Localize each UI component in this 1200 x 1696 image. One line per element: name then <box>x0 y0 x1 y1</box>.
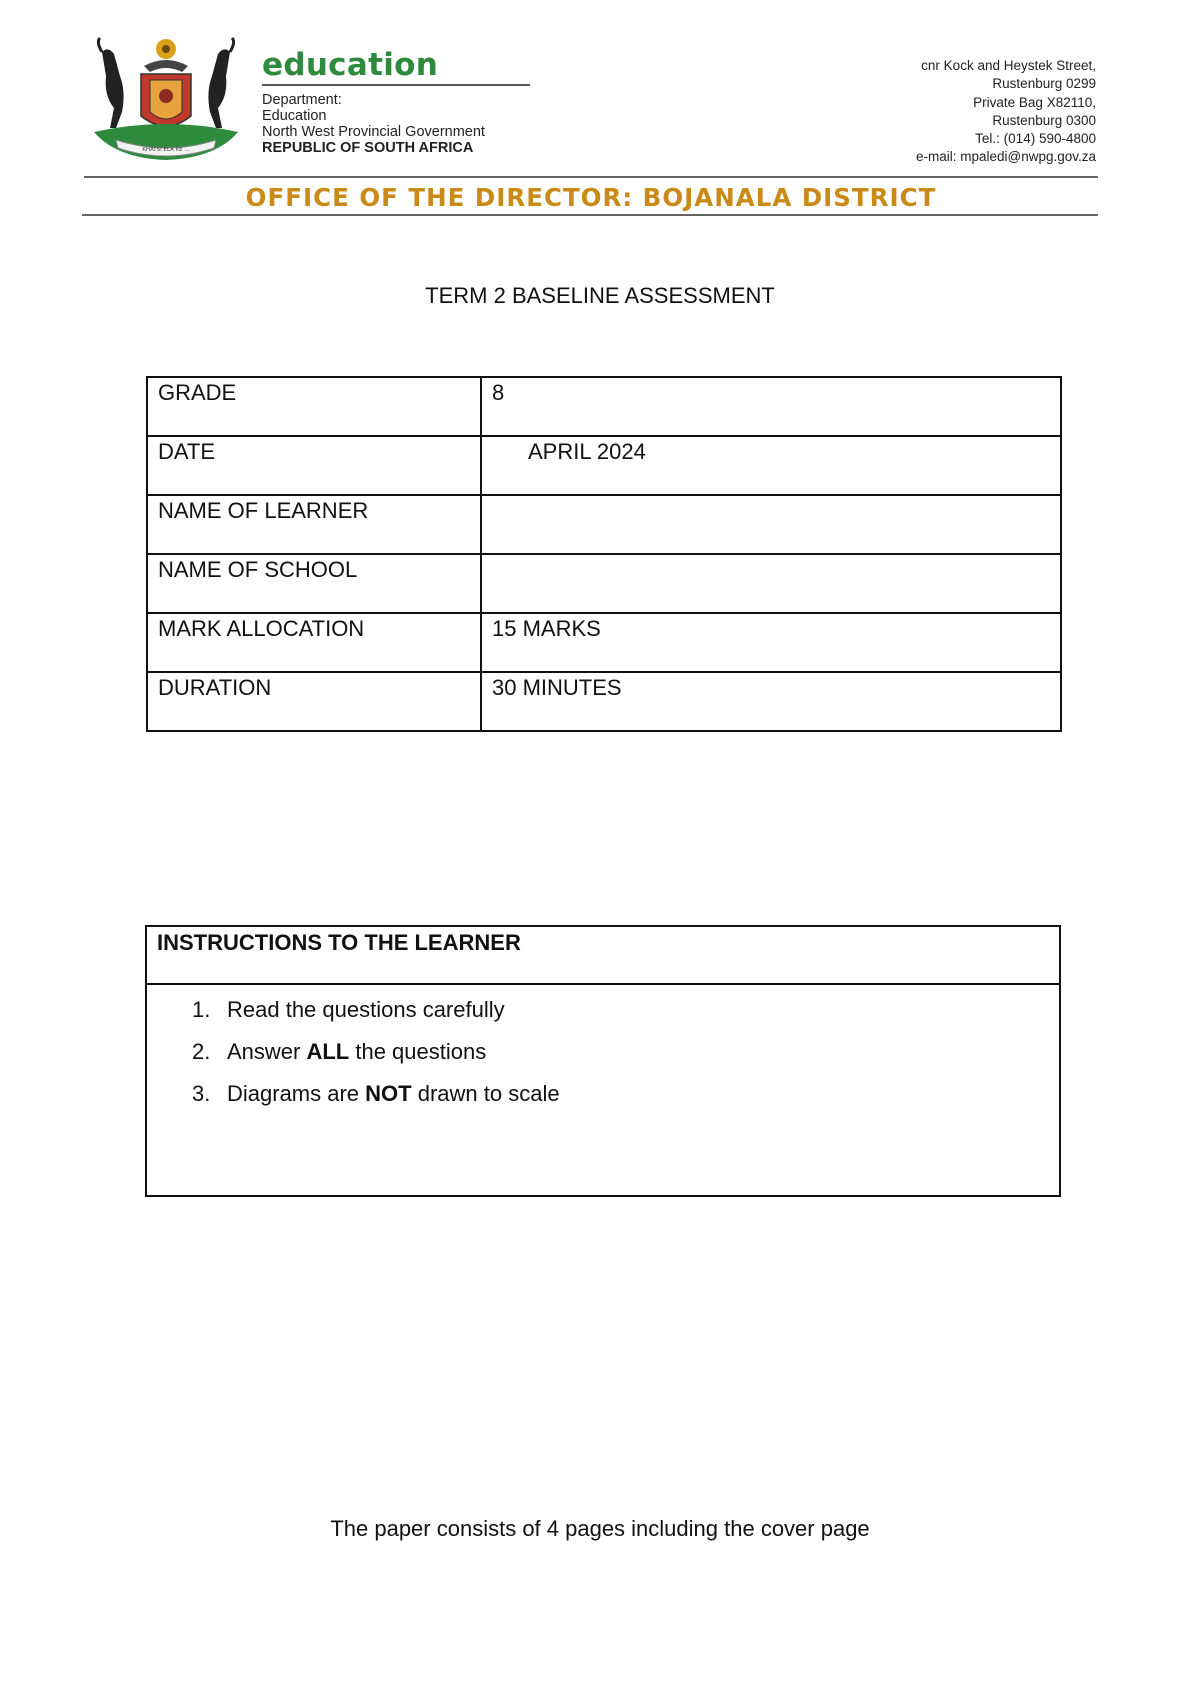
mark-allocation-label: MARK ALLOCATION <box>147 613 481 672</box>
instruction-emphasis: NOT <box>365 1081 412 1106</box>
instructions-box <box>145 925 1061 1197</box>
instruction-text <box>227 989 505 1031</box>
department-line-3: North West Provincial Government <box>262 124 485 140</box>
date-label: DATE <box>147 436 481 495</box>
department-line-2: Education <box>262 108 327 124</box>
list-item <box>192 989 1059 1031</box>
table-row <box>147 672 1061 731</box>
learner-info-table <box>146 376 1062 732</box>
instruction-number: 3. <box>192 1081 211 1106</box>
address-block <box>916 57 1096 167</box>
address-line-2: Rustenburg 0299 <box>992 76 1096 92</box>
table-row <box>147 613 1061 672</box>
coat-of-arms-icon <box>86 36 246 166</box>
country-name: REPUBLIC OF SOUTH AFRICA <box>262 140 474 156</box>
table-row <box>147 554 1061 613</box>
instruction-text <box>227 1031 486 1073</box>
list-item <box>192 1073 1059 1115</box>
duration-value: 30 MINUTES <box>481 672 1061 731</box>
instruction-text-part: Read the questions carefully <box>227 997 505 1022</box>
department-block <box>262 48 532 156</box>
footer-note: The paper consists of 4 pages including the cover page <box>330 1516 870 1541</box>
school-name-field <box>481 554 1061 613</box>
table-row <box>147 377 1061 436</box>
office-title: OFFICE OF THE DIRECTOR: BOJANALA DISTRICT <box>245 183 937 212</box>
assessment-title: TERM 2 BASELINE ASSESSMENT <box>425 283 775 308</box>
instruction-emphasis: ALL <box>306 1039 350 1064</box>
department-title: education <box>262 47 439 83</box>
instruction-number: 1. <box>192 997 211 1022</box>
address-phone: Tel.: (014) 590-4800 <box>975 131 1096 147</box>
instruction-text-part: Answer <box>227 1039 307 1064</box>
instructions-list <box>147 985 1059 1115</box>
instructions-heading: INSTRUCTIONS TO THE LEARNER <box>147 927 1059 985</box>
school-name-label: NAME OF SCHOOL <box>147 554 481 613</box>
address-line-4: Rustenburg 0300 <box>992 112 1096 128</box>
table-row <box>147 436 1061 495</box>
grade-label: GRADE <box>147 377 481 436</box>
instruction-text-part: Diagrams are <box>227 1081 366 1106</box>
address-line-3: Private Bag X82110, <box>973 94 1096 110</box>
instruction-text <box>227 1073 560 1115</box>
date-value: APRIL 2024 <box>481 436 1061 495</box>
learner-name-field <box>481 495 1061 554</box>
grade-value: 8 <box>481 377 1061 436</box>
mark-allocation-value: 15 MARKS <box>481 613 1061 672</box>
department-divider <box>262 84 530 86</box>
letterhead-top-rule <box>84 176 1098 178</box>
crest-motto: KHATSI ELA KE ... <box>142 147 190 153</box>
address-line-1: cnr Kock and Heystek Street, <box>921 58 1096 73</box>
table-row <box>147 495 1061 554</box>
instruction-text-part: the questions <box>349 1039 487 1064</box>
department-line-1: Department: <box>262 92 342 108</box>
letterhead-bottom-rule <box>82 214 1098 216</box>
instruction-text-part: drawn to scale <box>411 1081 560 1106</box>
address-email: e-mail: mpaledi@nwpg.gov.za <box>915 149 1096 165</box>
instruction-number: 2. <box>192 1039 211 1064</box>
learner-name-label: NAME OF LEARNER <box>147 495 481 554</box>
list-item <box>192 1031 1059 1073</box>
duration-label: DURATION <box>147 672 481 731</box>
